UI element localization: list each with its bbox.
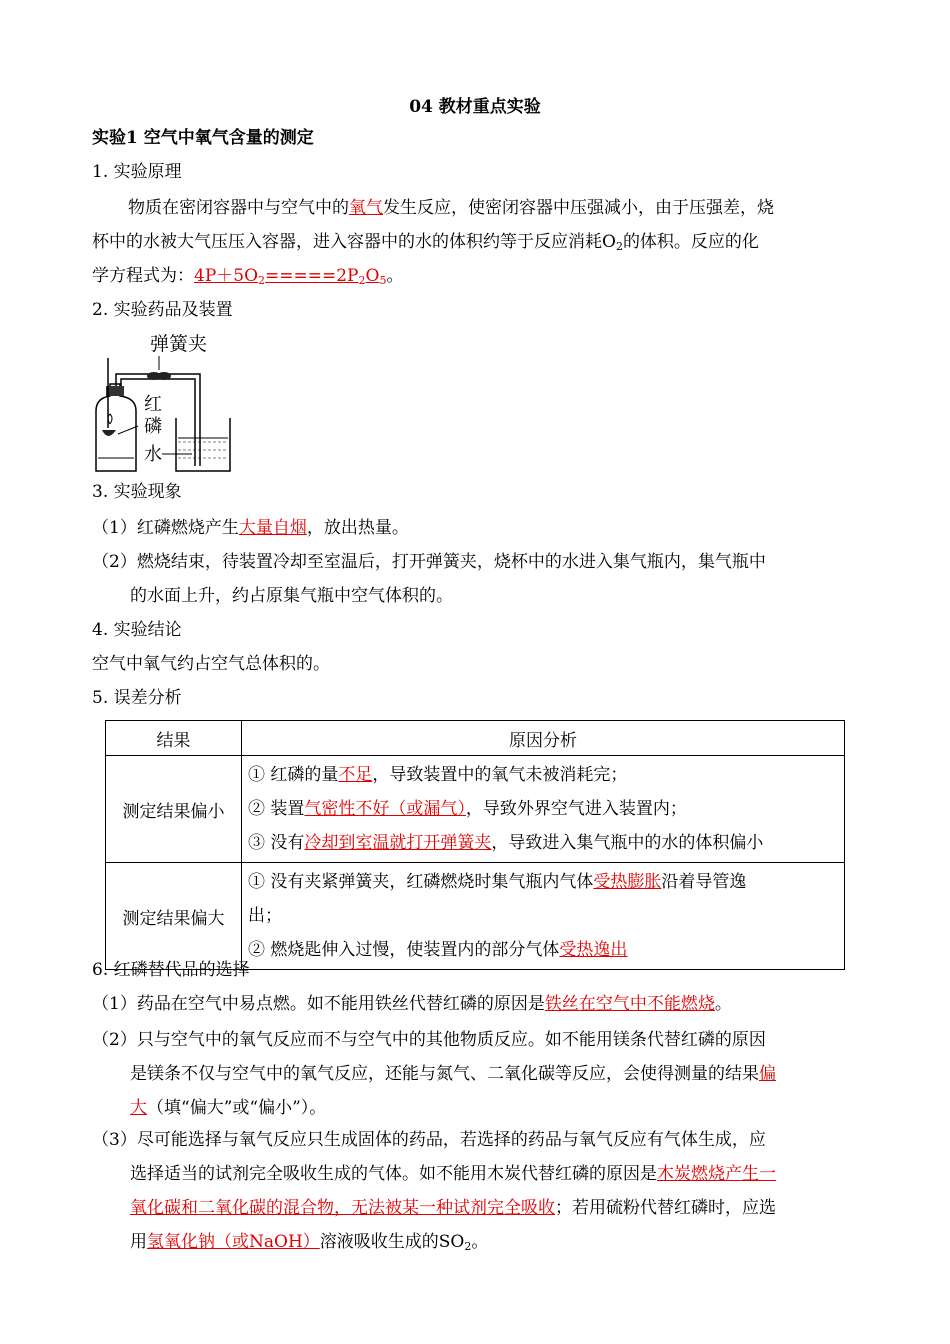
substitute-1: （1）药品在空气中易点燃。如不能用铁丝代替红磷的原因是铁丝在空气中不能燃烧。 [92, 994, 732, 1014]
substitute-3-line-2: 选择适当的试剂完全吸收生成的气体。如不能用木炭代替红磷的原因是木炭燃烧产生一 [130, 1164, 776, 1184]
principle-line-2: 杯中的水被大气压压入容器，进入容器中的水的体积约等于反应消耗$O_2$的体积。反应的化 [92, 232, 759, 253]
reason-cell-low: ① 红磷的量不足，导致装置中的氧气未被消耗完； ② 装置气密性不好（或漏气），导致外界空气进入装置内； ③ 没有冷却到室温就打开弹簧夹，导致进入集气瓶中的水的体积偏小 [242, 756, 845, 863]
table-row [106, 756, 845, 863]
answer-oxygen: 氧气 [349, 198, 383, 218]
beaker [176, 418, 230, 471]
substitute-2-line-3: 大（填“偏大”或“偏小”）。 [130, 1098, 327, 1118]
principle-line-1: 物质在密闭容器中与空气中的氧气发生反应，使密闭容器中压强减小，由于压强差，烧 [128, 198, 774, 218]
error-analysis-table [105, 720, 845, 970]
answer-equation: $4P+5O_2=====2P_2O_5$ [194, 266, 387, 287]
substitute-3-line-1: （3）尽可能选择与氧气反应只生成固体的药品，若选择的药品与氧气反应有气体生成，应 [92, 1130, 766, 1150]
substitute-3-line-4: 用氢氧化钠（或NaOH）溶液吸收生成的$SO_2$。 [130, 1232, 489, 1253]
header-result: 结果 [106, 721, 242, 756]
section-3-heading: 3. 实验现象 [92, 482, 182, 502]
section-5-heading: 5. 误差分析 [92, 688, 182, 708]
substitute-2-line-2: 是镁条不仅与空气中的氧气反应，还能与氮气、二氧化碳等反应，会使得测量的结果偏 [130, 1064, 776, 1084]
substitute-2-line-1: （2）只与空气中的氧气反应而不与空气中的其他物质反应。如不能用镁条代替红磷的原因 [92, 1030, 766, 1050]
answer-white-smoke: 大量自烟 [238, 518, 307, 538]
reason-cell-high: ① 没有夹紧弹簧夹，红磷燃烧时集气瓶内气体受热膨胀沿着导管逸 出； ② 燃烧匙伸入过慢，使装置内的部分气体受热逸出 [242, 863, 845, 970]
section-1-heading: 1. 实验原理 [92, 162, 182, 182]
label-phosphorus: 磷 [144, 416, 162, 437]
substitute-3-line-3: 氧化碳和二氧化碳的混合物，无法被某一种试剂完全吸收；若用硫粉代替红磷时，应选 [130, 1198, 776, 1218]
principle-line-3: 学方程式为：$4P+5O_2=====2P_2O_5$。 [92, 266, 404, 287]
row-label-high: 测定结果偏大 [106, 863, 242, 970]
label-red: 红 [144, 394, 162, 415]
table-header-row [106, 721, 845, 756]
experiment-heading: 实验1 空气中氧气含量的测定 [92, 128, 314, 148]
conclusion-text: 空气中氧气约占空气总体积的。 [92, 654, 330, 674]
phenomenon-1: （1）红磷燃烧产生大量自烟，放出热量。 [92, 518, 409, 538]
section-6-heading: 6. 红磷替代品的选择 [92, 960, 250, 980]
phenomenon-2-line-2: 的水面上升，约占原集气瓶中空气体积的。 [130, 586, 453, 606]
document-title: 04 教材重点实验 [409, 97, 541, 117]
apparatus-diagram [88, 326, 238, 474]
section-2-heading: 2. 实验药品及装置 [92, 300, 233, 320]
row-label-low: 测定结果偏小 [106, 756, 242, 863]
label-spring-clamp: 弹簧夹 [150, 333, 208, 355]
header-reason: 原因分析 [242, 721, 845, 756]
label-water: 水 [144, 444, 162, 465]
section-4-heading: 4. 实验结论 [92, 620, 182, 640]
red-phosphorus [102, 430, 116, 436]
phenomenon-2-line-1: （2）燃烧结束，待装置冷却至室温后，打开弹簧夹，烧杯中的水进入集气瓶内，集气瓶中 [92, 552, 766, 572]
phosphorus-leader [118, 426, 138, 434]
